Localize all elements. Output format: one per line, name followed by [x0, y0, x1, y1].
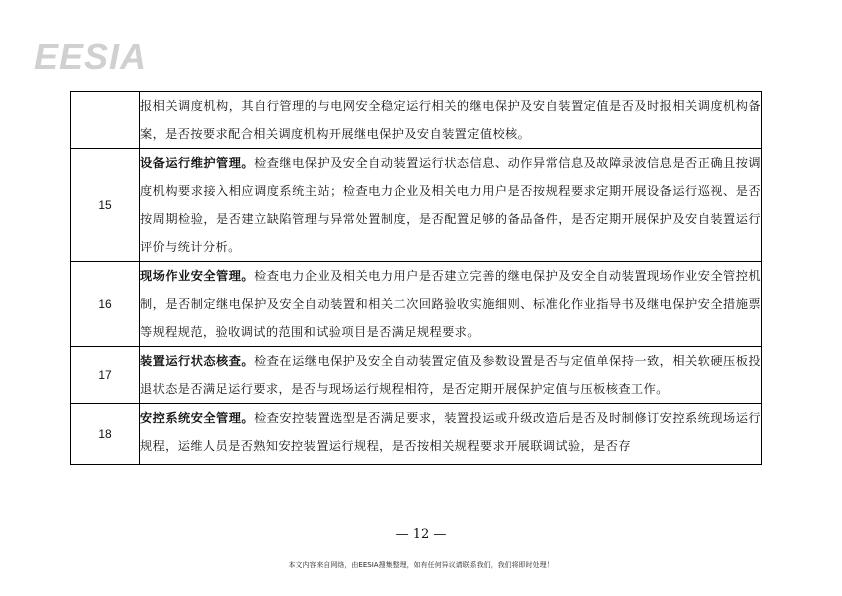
row-body: 检查继电保护及安全自动装置运行状态信息、动作异常信息及故障录波信息是否正确且按调度机构要求接入相应调度系统主站；检查电力企业及相关电力用户是否按规程要求定期开展设备运行巡视、是否按周期检验，是否建立缺陷管理与异常处置制度，是否配置足够的备品备件，是否定期开展保护及安自装置运行评价与统计分析。 [140, 156, 761, 254]
row-title: 安控系统安全管理。 [140, 411, 255, 425]
row-body: 检查安控装置选型是否满足要求，装置投运或升级改造后是否及时制修订安控系统现场运行规程，运维人员是否熟知安控装置运行规程，是否按相关规程要求开展联调试验，是否存 [140, 411, 761, 453]
row-content [140, 92, 762, 149]
row-content [140, 347, 762, 404]
row-content [140, 149, 762, 262]
row-content [140, 262, 762, 347]
table-row [71, 347, 762, 404]
row-title: 装置运行状态核查。 [140, 354, 255, 368]
row-content [140, 404, 762, 465]
inspection-table [70, 91, 762, 465]
row-number: 17 [71, 347, 140, 404]
table-row [71, 404, 762, 465]
row-content-clip [140, 404, 761, 464]
row-title: 设备运行维护管理。 [140, 156, 255, 170]
table-row [71, 92, 762, 149]
eesia-logo: EESIA [34, 36, 148, 77]
row-number: 15 [71, 149, 140, 262]
footer-note: 本文内容来自网络，由EESIA搜集整理，如有任何异议请联系我们，我们将即时处理！ [288, 561, 554, 569]
row-body: 检查电力企业及相关电力用户是否建立完善的继电保护及安全自动装置现场作业安全管控机制，是否制定继电保护及安全自动装置和相关二次回路验收实施细则、标准化作业指导书及继电保护安全措施票等规程规范，验收调试的范围和试验项目是否满足规程要求。 [140, 269, 761, 339]
page-number: — 12 — [395, 527, 447, 542]
table-row [71, 149, 762, 262]
row-body: 报相关调度机构，其自行管理的与电网安全稳定运行相关的继电保护及安自装置定值是否及时报相关调度机构备案，是否按要求配合相关调度机构开展继电保护及安自装置定值校核。 [140, 99, 761, 141]
row-title: 现场作业安全管理。 [140, 269, 255, 283]
row-number: 16 [71, 262, 140, 347]
row-body: 检查在运继电保护及安全自动装置定值及参数设置是否与定值单保持一致，相关软硬压板投退状态是否满足运行要求，是否与现场运行规程相符，是否定期开展保护定值与压板核查工作。 [140, 354, 761, 396]
row-number: 18 [71, 404, 140, 465]
row-number [71, 92, 140, 149]
table-row [71, 262, 762, 347]
